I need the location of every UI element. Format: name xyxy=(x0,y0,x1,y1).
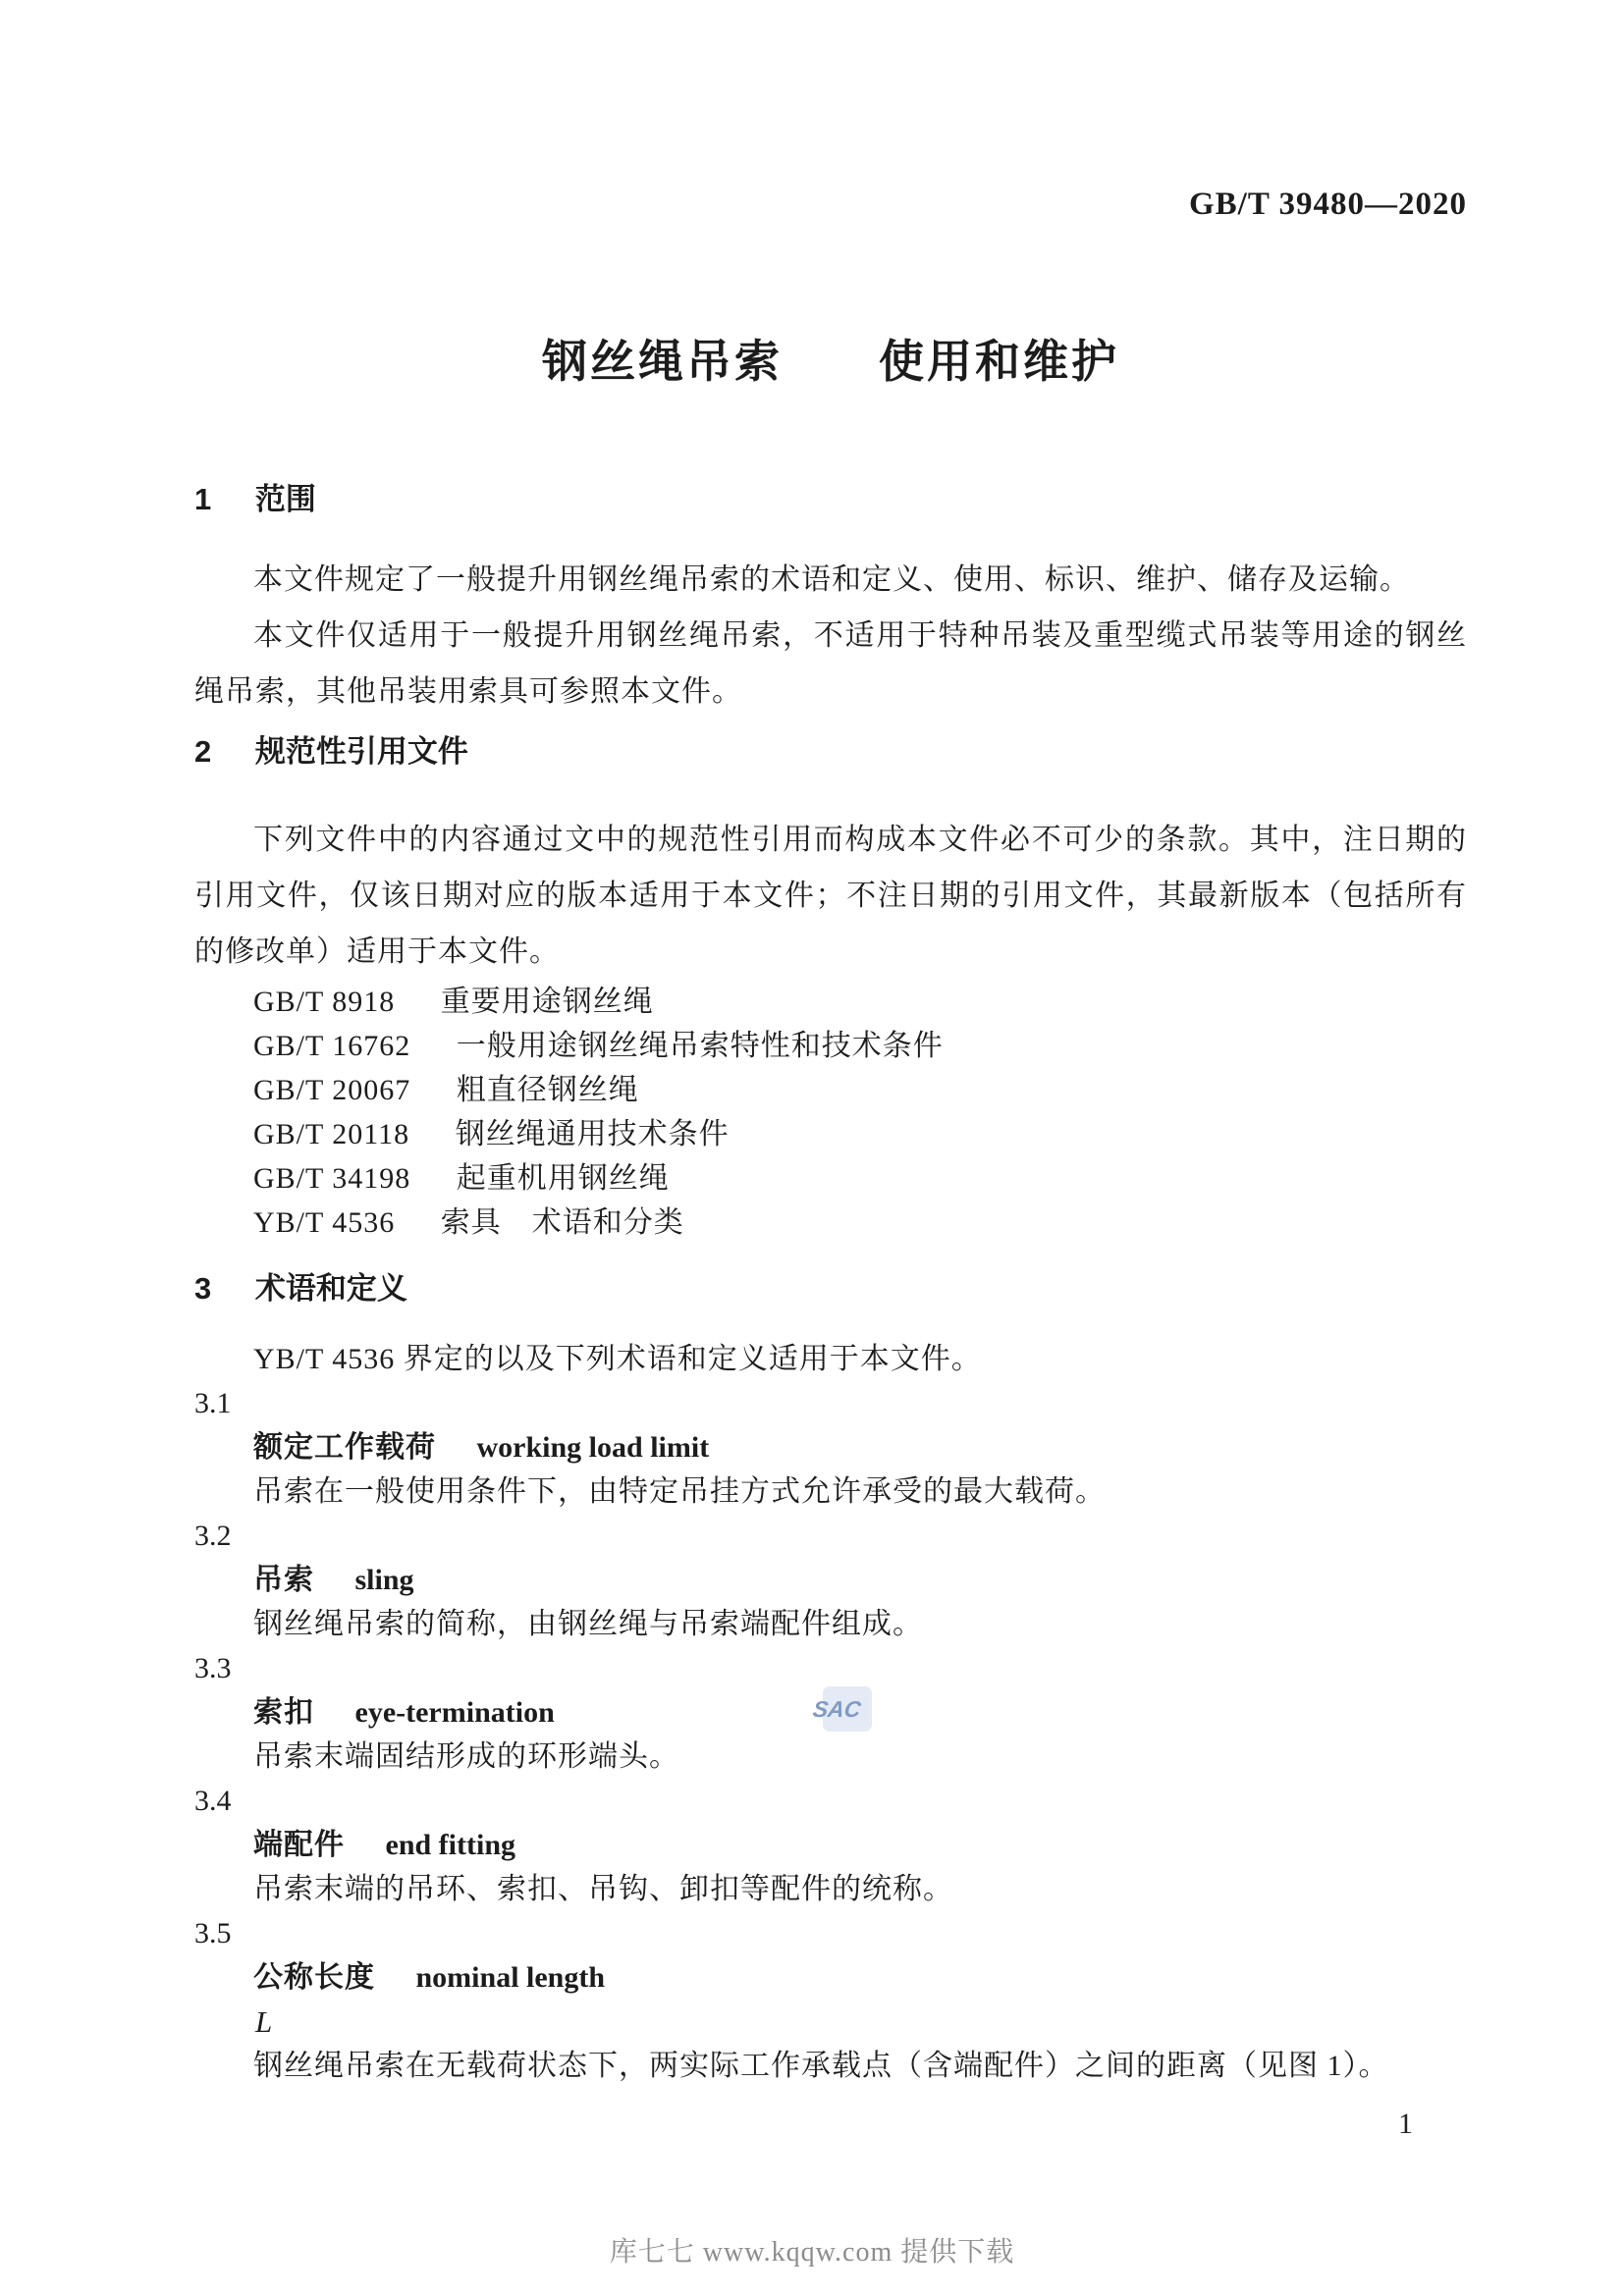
term-chinese: 额定工作载荷 xyxy=(253,1431,436,1464)
term-symbol: L xyxy=(255,2004,273,2039)
section-3-intro: YB/T 4536 界定的以及下列术语和定义适用于本文件。 xyxy=(253,1343,982,1375)
reference-title: 钢丝绳通用技术条件 xyxy=(455,1118,730,1150)
reference-item xyxy=(194,1112,1467,1156)
term-number: 3.1 xyxy=(194,1387,232,1419)
term-entry xyxy=(194,1779,1467,1911)
reference-title: 起重机用钢丝绳 xyxy=(456,1162,670,1195)
term-entry xyxy=(194,1381,1467,1514)
term-title-row xyxy=(194,1955,1467,2000)
term-entry xyxy=(194,1911,1467,2088)
section-3-number: 3 xyxy=(194,1271,212,1306)
section-1-label: 范围 xyxy=(254,482,316,516)
term-definition: 吊索在一般使用条件下，由特定吊挂方式允许承受的最大载荷。 xyxy=(253,1475,1106,1508)
footer-watermark: 库七七 www.kqqw.com 提供下载 xyxy=(609,2237,1015,2268)
term-english: end fitting xyxy=(385,1829,516,1861)
reference-code: GB/T 8918 xyxy=(253,986,396,1018)
term-number: 3.3 xyxy=(194,1652,232,1684)
section-1-paragraph-2: 本文件仅适用于一般提升用钢丝绳吊索，不适用于特种吊装及重型缆式吊装等用途的钢丝绳吊索，其他吊装用索具可参照本文件。 xyxy=(194,619,1467,708)
section-1-number: 1 xyxy=(194,482,212,516)
term-number: 3.2 xyxy=(194,1520,232,1552)
standard-code-header: GB/T 39480—2020 xyxy=(1188,187,1467,222)
reference-title: 索具 术语和分类 xyxy=(440,1206,684,1239)
section-2-intro: 下列文件中的内容通过文中的规范性引用而构成本文件必不可少的条款。其中，注日期的引用文件，仅该日期对应的版本适用于本文件；不注日期的引用文件，其最新版本（包括所有的修改单）适用于本文件。 xyxy=(194,824,1467,968)
reference-item xyxy=(194,1156,1467,1201)
term-english: eye-termination xyxy=(354,1696,555,1729)
reference-item xyxy=(194,1068,1467,1112)
term-english: working load limit xyxy=(476,1431,710,1464)
page-number: 1 xyxy=(1398,2108,1413,2140)
sac-logo-watermark xyxy=(811,1686,872,1732)
term-entry xyxy=(194,1514,1467,1646)
term-chinese: 索扣 xyxy=(253,1696,314,1729)
term-number: 3.4 xyxy=(194,1785,232,1817)
reference-title: 一般用途钢丝绳吊索特性和技术条件 xyxy=(456,1030,944,1062)
section-2-heading xyxy=(194,731,1467,773)
section-1-heading xyxy=(194,479,1467,520)
term-chinese: 端配件 xyxy=(253,1829,345,1861)
normative-reference-list xyxy=(194,980,1467,1245)
term-english: nominal length xyxy=(415,1961,606,1994)
section-3-label: 术语和定义 xyxy=(254,1271,407,1306)
sac-watermark-text: SAC xyxy=(811,1696,863,1722)
reference-item xyxy=(194,1201,1467,1245)
section-3-heading xyxy=(194,1268,1467,1309)
page-content xyxy=(0,185,1624,2088)
term-chinese: 公称长度 xyxy=(253,1961,375,1994)
section-1-paragraph-1: 本文件规定了一般提升用钢丝绳吊索的术语和定义、使用、标识、维护、储存及运输。 xyxy=(253,563,1410,596)
section-2-label: 规范性引用文件 xyxy=(254,734,468,769)
document-title: 钢丝绳吊索 使用和维护 xyxy=(542,336,1119,387)
reference-code: GB/T 20118 xyxy=(253,1118,410,1150)
term-english: sling xyxy=(354,1564,414,1596)
term-title-row xyxy=(194,1425,1467,1469)
section-2-number: 2 xyxy=(194,734,212,769)
reference-code: GB/T 20067 xyxy=(253,1074,411,1106)
reference-title: 重要用途钢丝绳 xyxy=(440,986,654,1018)
term-title-row xyxy=(194,1823,1467,1867)
reference-title: 粗直径钢丝绳 xyxy=(456,1074,639,1106)
reference-code: GB/T 16762 xyxy=(253,1030,411,1062)
reference-item xyxy=(194,1024,1467,1068)
term-definition: 钢丝绳吊索的简称，由钢丝绳与吊索端配件组成。 xyxy=(253,1608,923,1640)
reference-item xyxy=(194,980,1467,1024)
reference-code: GB/T 34198 xyxy=(253,1162,411,1195)
term-number: 3.5 xyxy=(194,1917,232,1949)
reference-code: YB/T 4536 xyxy=(253,1206,396,1239)
term-chinese: 吊索 xyxy=(253,1564,314,1596)
term-definition: 钢丝绳吊索在无载荷状态下，两实际工作承载点（含端配件）之间的距离（见图 1）。 xyxy=(253,2050,1389,2082)
term-definition: 吊索末端的吊环、索扣、吊钩、卸扣等配件的统称。 xyxy=(253,1873,953,1905)
term-title-row xyxy=(194,1558,1467,1602)
term-definition: 吊索末端固结形成的环形端头。 xyxy=(253,1740,679,1773)
